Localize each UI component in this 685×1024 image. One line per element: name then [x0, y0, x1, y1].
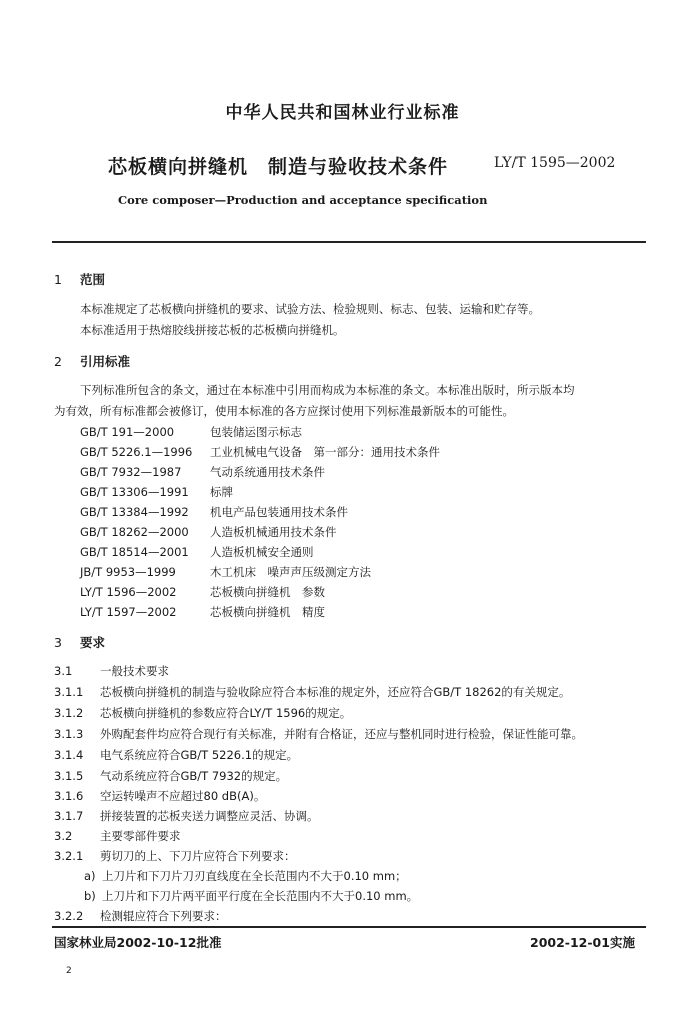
clause-number: 3.2.2: [54, 909, 84, 923]
reference-code: GB/T 5226.1—1996: [80, 445, 193, 459]
reference-title: 机电产品包装通用技术条件: [210, 505, 348, 519]
section-number: 3: [54, 635, 62, 650]
page-number: 2: [66, 966, 72, 976]
clause-number: 3.1.6: [54, 789, 84, 803]
reference-code: GB/T 13384—1992: [80, 505, 189, 519]
clause-number: 3.2: [54, 829, 73, 843]
clause-text: 剪切刀的上、下刀片应符合下列要求：: [100, 849, 296, 863]
clause-text: 拼接装置的芯板夹送力调整应灵活、协调。: [100, 809, 319, 823]
reference-title: 芯板横向拼缝机 精度: [210, 605, 325, 619]
clause: [54, 808, 319, 824]
clause-number: 3.1.7: [54, 809, 84, 823]
section-scope-heading: [54, 270, 105, 288]
references-intro: 下列标准所包含的条文，通过在本标准中引用而构成为本标准的条文。本标准出版时，所示版本均: [80, 383, 575, 397]
list-item-text: 上刀片和下刀片两平面平行度在全长范围内不大于0.10 mm。: [102, 889, 419, 903]
english-title: Core composer—Production and acceptance specification: [118, 193, 488, 207]
clause: [54, 768, 287, 784]
scope-paragraph: 本标准适用于热熔胶线拼接芯板的芯板横向拼缝机。: [80, 323, 345, 337]
clause-text: 外购配套件均应符合现行有关标准，并附有合格证，还应与整机同时进行检验，保证性能可靠。: [100, 727, 583, 741]
clause: [54, 705, 351, 721]
clause: [54, 908, 227, 924]
clause: [54, 726, 583, 742]
reference-code: LY/T 1597—2002: [80, 605, 177, 619]
reference-title: 包装储运图示标志: [210, 425, 302, 439]
standard-code: LY/T 1595—2002: [494, 155, 616, 171]
clause: [54, 684, 570, 700]
clause-text: 电气系统应符合GB/T 5226.1的规定。: [100, 748, 299, 762]
section-references-heading: [54, 352, 130, 370]
implementation-date: 2002-12-01实施: [530, 935, 635, 950]
list-item: [84, 868, 407, 884]
document-title: 芯板横向拼缝机 制造与验收技术条件: [108, 156, 449, 178]
footer-divider: [52, 926, 646, 928]
reference-item: [80, 584, 325, 600]
section-number: 1: [54, 272, 62, 287]
section-title: 要求: [80, 635, 106, 650]
clause-number: 3.1.2: [54, 706, 84, 720]
clause-number: 3.1: [54, 664, 73, 678]
clause-number: 3.1.3: [54, 727, 84, 741]
clause: [54, 848, 296, 864]
reference-code: GB/T 7932—1987: [80, 465, 182, 479]
clause: [54, 747, 298, 763]
clause-text: 芯板横向拼缝机的制造与验收除应符合本标准的规定外，还应符合GB/T 18262的有关规定。: [100, 685, 571, 699]
issuing-org: 中华人民共和国林业行业标准: [225, 103, 460, 123]
approval-date: 国家林业局2002-10-12批准: [54, 935, 222, 950]
clause-text: 气动系统应符合GB/T 7932的规定。: [100, 769, 288, 783]
clause: [54, 828, 181, 844]
reference-code: GB/T 191—2000: [80, 425, 175, 439]
header-divider: [52, 241, 646, 243]
clause-text: 检测辊应符合下列要求：: [100, 909, 227, 923]
clause-text: 一般技术要求: [100, 664, 169, 678]
section-requirements-heading: [54, 633, 105, 651]
reference-item: [80, 604, 325, 620]
clause-number: 3.1.5: [54, 769, 84, 783]
reference-item: [80, 464, 325, 480]
reference-title: 木工机床 噪声声压级测定方法: [210, 565, 371, 579]
reference-title: 芯板横向拼缝机 参数: [210, 585, 325, 599]
reference-code: JB/T 9953—1999: [80, 565, 176, 579]
reference-title: 人造板机械安全通则: [210, 545, 314, 559]
reference-item: [80, 484, 233, 500]
reference-item: [80, 544, 314, 560]
section-number: 2: [54, 354, 62, 369]
clause-text: 主要零部件要求: [100, 829, 181, 843]
list-item-marker: a): [84, 869, 96, 883]
scope-paragraph: 本标准规定了芯板横向拼缝机的要求、试验方法、检验规则、标志、包装、运输和贮存等。: [80, 302, 540, 316]
clause-text: 空运转噪声不应超过80 dB(A)。: [100, 789, 266, 803]
reference-item: [80, 564, 371, 580]
reference-title: 标牌: [210, 485, 233, 499]
reference-code: GB/T 13306—1991: [80, 485, 189, 499]
references-intro: 为有效，所有标准都会被修订，使用本标准的各方应探讨使用下列标准最新版本的可能性。: [54, 404, 514, 418]
clause-number: 3.1.1: [54, 685, 84, 699]
reference-title: 工业机械电气设备 第一部分：通用技术条件: [210, 445, 440, 459]
clause-text: 芯板横向拼缝机的参数应符合LY/T 1596的规定。: [100, 706, 352, 720]
list-item-text: 上刀片和下刀片刀刃直线度在全长范围内不大于0.10 mm；: [102, 869, 407, 883]
reference-title: 气动系统通用技术条件: [210, 465, 325, 479]
list-item: [84, 888, 418, 904]
list-item-marker: b): [84, 889, 96, 903]
reference-title: 人造板机械通用技术条件: [210, 525, 337, 539]
section-title: 范围: [80, 272, 106, 287]
reference-item: [80, 524, 337, 540]
reference-item: [80, 504, 348, 520]
reference-code: GB/T 18514—2001: [80, 545, 189, 559]
clause-number: 3.1.4: [54, 748, 84, 762]
reference-item: [80, 444, 440, 460]
reference-code: LY/T 1596—2002: [80, 585, 177, 599]
reference-code: GB/T 18262—2000: [80, 525, 189, 539]
clause: [54, 663, 169, 679]
reference-item: [80, 424, 302, 440]
clause-number: 3.2.1: [54, 849, 84, 863]
clause: [54, 788, 265, 804]
section-title: 引用标准: [80, 354, 131, 369]
